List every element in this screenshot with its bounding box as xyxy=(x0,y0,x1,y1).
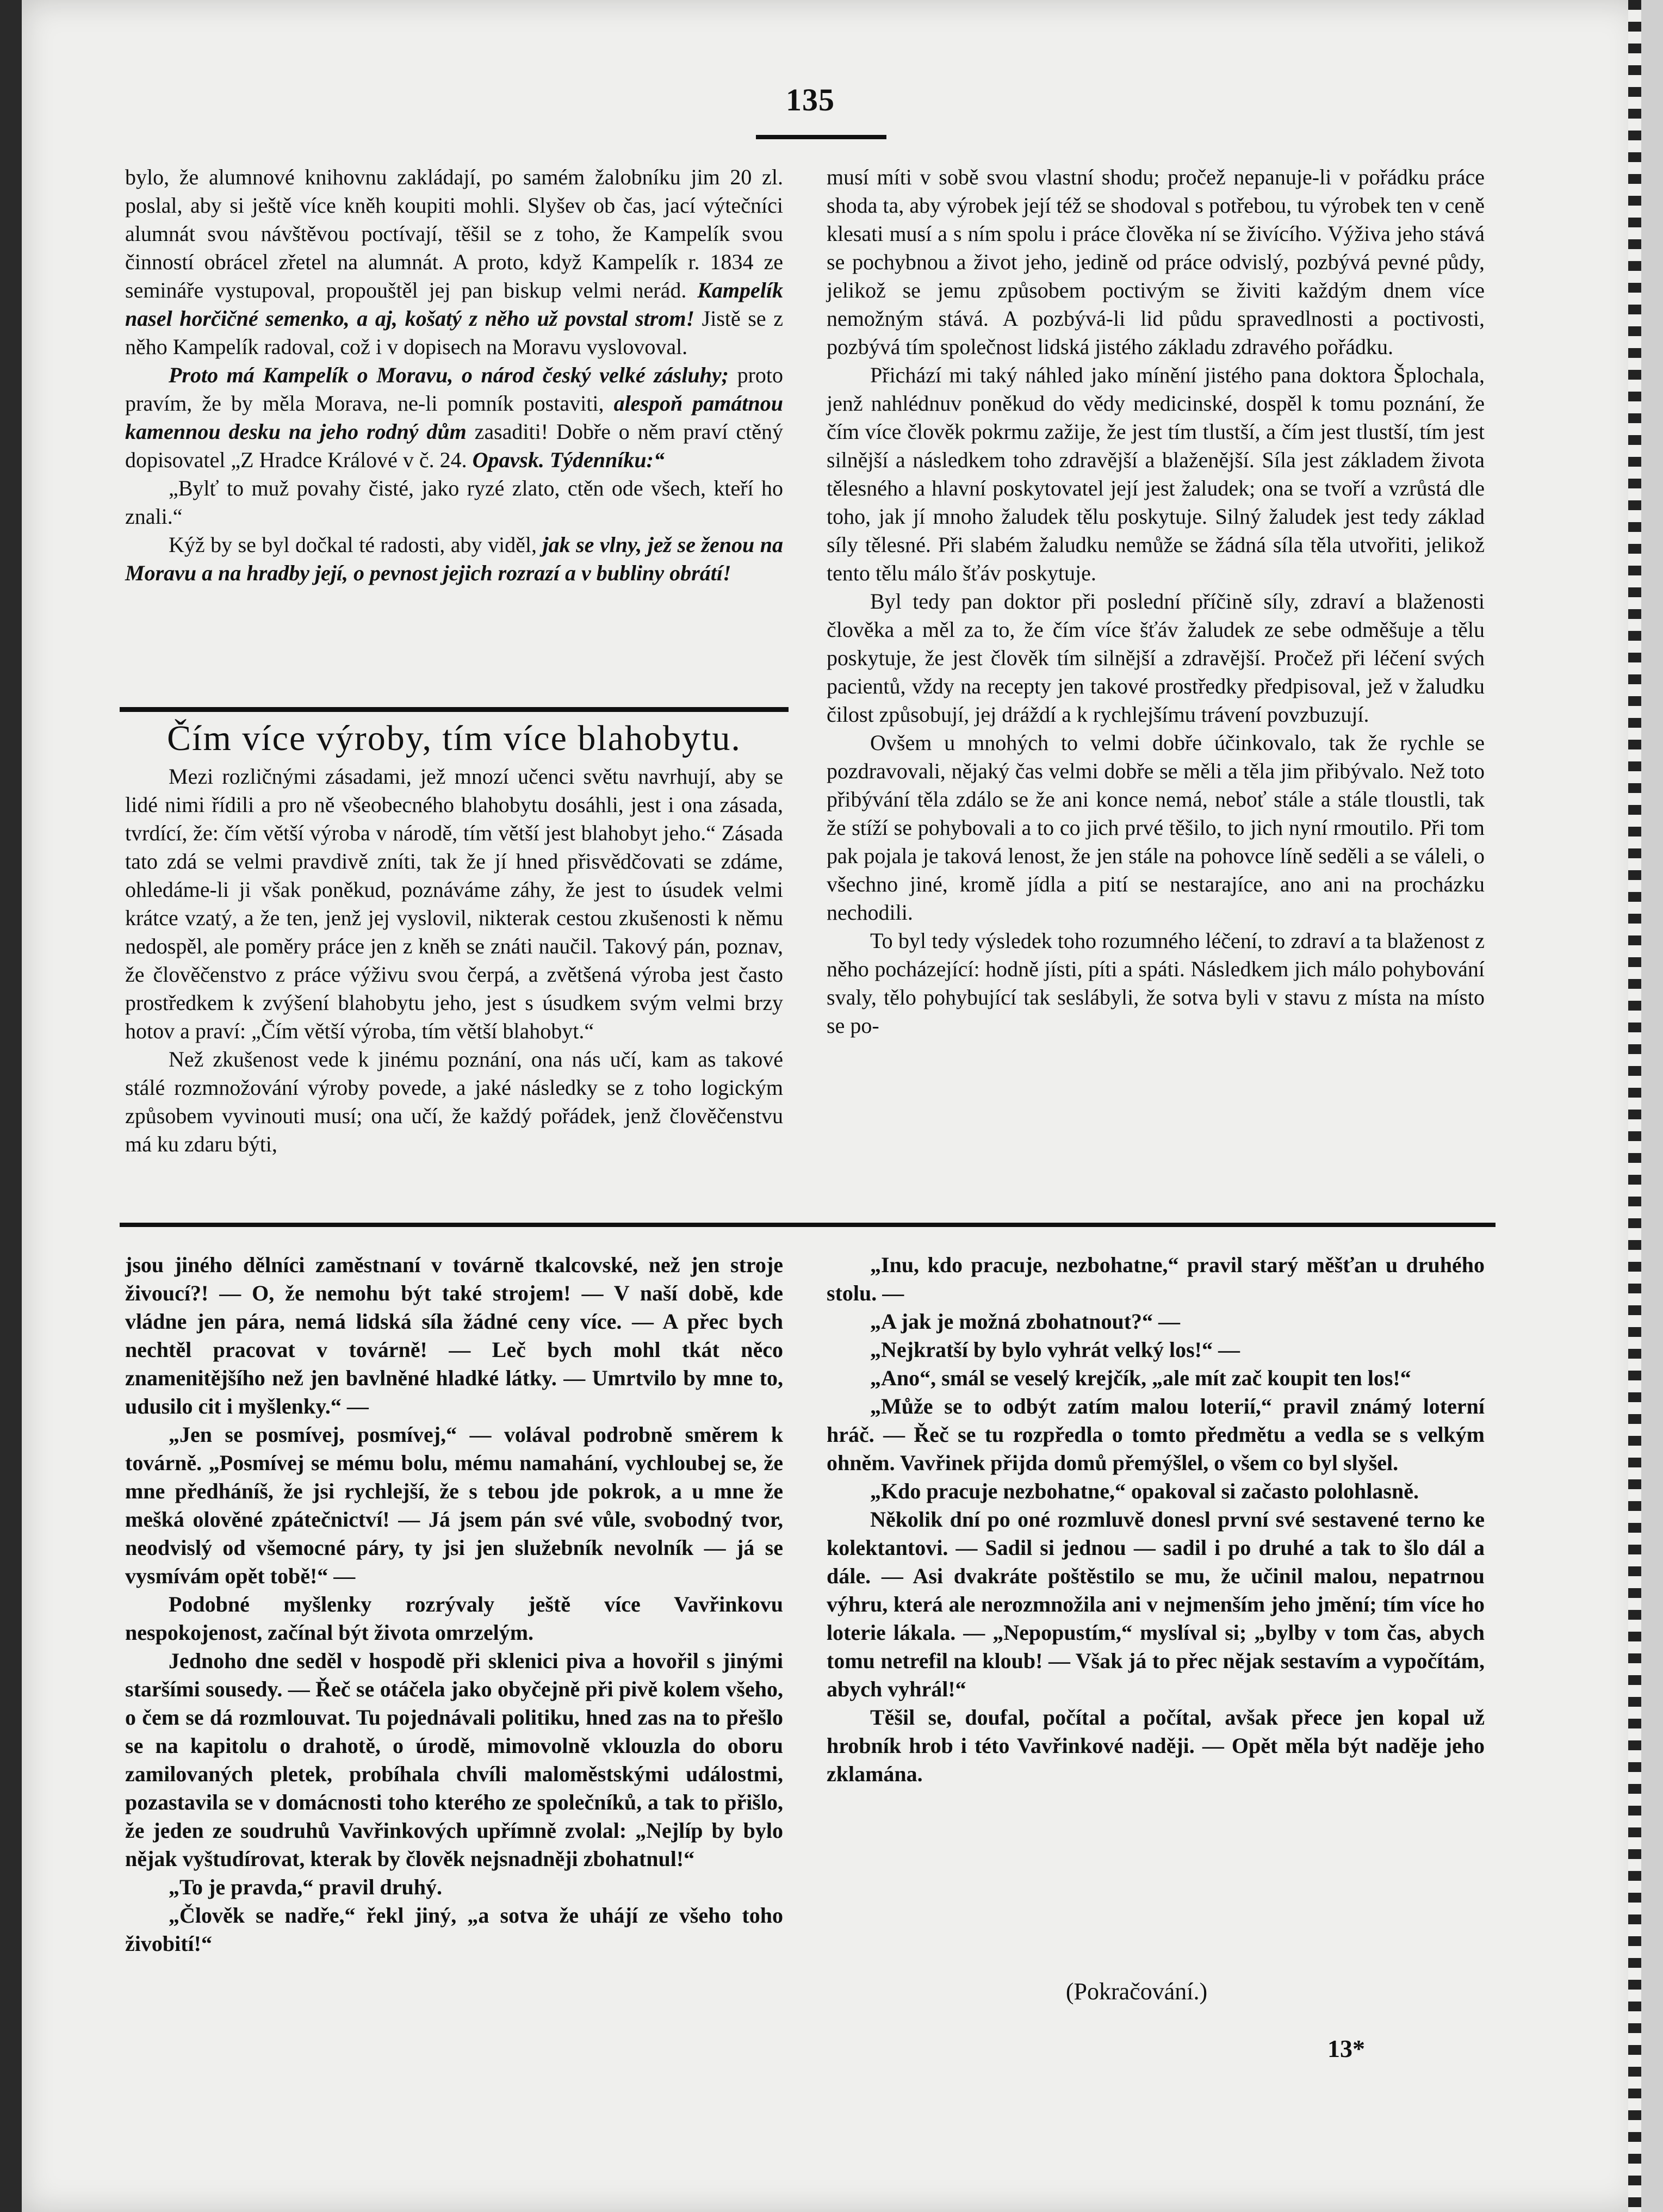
emphasis-run: alespoň památnou kamennou desku na jeho rodný dům xyxy=(125,391,783,444)
text-run: Jistě se z něho Kampelík radoval, což i v dopisech na Moravu vyslovoval. xyxy=(125,306,783,359)
text-run: zasaditi! Dobře o něm praví ctěný dopisovatel „Z Hradce Králové v č. 24. xyxy=(125,419,783,472)
paragraph: musí míti v sobě svou vlastní shodu; pročež nepanuje-li v pořádku práce shoda ta, aby výrobek její též se shodoval s potřebou, tu výrobek ten v ceně klesati musí a s ním spolu i práce člověka ní se živícího. Výživa jeho stává se pochybnou a život jeho, jedině od práce odvislý, pozbývá pevné půdy, jelikož se jemu způsobem poctivým se živiti každým dnem více nemožným stává. A pozbývá-li lid půdu spravedlnosti a poctivosti, pozbývá tím společnost lidská jistého základu zdravého pořádku. xyxy=(827,165,1485,359)
emphasis-run: Kampelík nasel horčičné semenko, a aj, košatý z něho už povstal strom! xyxy=(125,278,784,331)
emphasis-run: Proto má Kampelík o Moravu, o národ český velké zásluhy; xyxy=(169,363,729,387)
paragraph xyxy=(125,531,783,587)
paragraph: To byl tedy výsledek toho rozumného léčení, to zdraví a ta blaženost z něho pocházející: hodně jísti, píti a spáti. Následkem jich málo pohybování svaly, tělo pohybující tak seslábyli, že sotva byli v stavu z místa na místo se po- xyxy=(827,928,1485,1038)
article-separator-rule xyxy=(120,707,789,712)
upper-left-column xyxy=(125,163,783,587)
paragraph: „Bylť to muž povahy čisté, jako ryzé zlato, ctěn ode všech, kteří ho znali.“ xyxy=(125,476,783,529)
paragraph: Ovšem u mnohých to velmi dobře účinkovalo, tak že rychle se pozdravovali, nějaký čas velmi dobře se měli a těla jim přibývalo. Než toto přibývání těla zdálo se že ani konce nemá, neboť stále a stále tloustli, tak že stíží se pohybovali a to co jich prvé těšilo, to jich nyní rmoutilo. Při tom pak pojala je taková lenost, že jen stále na pohovce líně seděli a se váleli, o všechno jiné, kromě jídla a pití se nestarajíce, ano ani na procházku nechodili. xyxy=(827,730,1485,925)
paragraph: „Inu, kdo pracuje, nezbohatne,“ pravil starý měšťan u druhého stolu. — xyxy=(827,1253,1485,1305)
upper-right-column xyxy=(827,163,1485,1040)
paragraph: „Člověk se nadře,“ řekl jiný, „a sotva že uhájí ze všeho toho živobití!“ xyxy=(125,1903,783,1956)
edge-marks xyxy=(1628,0,1641,2212)
lower-right-column xyxy=(827,1251,1485,1788)
text-run: bylo, že alumnové knihovnu zakládají, po samém žalobníku jim 20 zl. poslal, aby si ještě více kněh koupiti mohli. Slyšev ob čas, jací výtečníci alumnát svou návštěvou poctívají, těšil se z toho, že Kampelík svou činností obrácel zřetel na alumnát. A proto, když Kampelík r. 1834 ze semináře vystupoval, propouštěl jej pan biskup velmi nerád. xyxy=(125,165,783,302)
section-separator-rule xyxy=(120,1223,1496,1227)
article-body-left xyxy=(125,763,783,1158)
paragraph: „Nejkratší by bylo vyhrát velký los!“ — xyxy=(870,1337,1240,1362)
paragraph: Podobné myšlenky rozrývaly ještě více Vavřinkovu nespokojenost, začínal být života omrzelým. xyxy=(125,1592,783,1645)
paragraph: jsou jiného dělníci zaměstnaní v továrně tkalcovské, než jen stroje živoucí?! — O, že nemohu být také strojem! — V naší době, kde vládne jen pára, nemá lidská síla žádné ceny více. — A přec bych nechtěl pracovat v továrně! — Leč bych mohl tkát něco znamenitějšího než jen bavlněné hladké látky. — Umrtvilo by mne to, udusilo cit i myšlenky.“ — xyxy=(125,1253,783,1418)
text-run: proto pravím, že by měla Morava, ne-li pomník postaviti, xyxy=(125,363,783,416)
paragraph: „Ano“, smál se veselý krejčík, „ale mít zač koupit ten los!“ xyxy=(870,1366,1411,1390)
continued-note: (Pokračování.) xyxy=(1065,1978,1208,2005)
paragraph: „Může se to odbýt zatím malou loterií,“ pravil známý loterní hráč. — Řeč se tu rozpředla o tomto předmětu a vedla se s velkým ohněm. Vavřinek přijda domů přemýšlel, o všem co byl slyšel. xyxy=(827,1394,1485,1475)
paragraph: „Jen se posmívej, posmívej,“ — volával podrobně směrem k továrně. „Posmívej se mému bolu, mému namahání, vychloubej se, že mne předháníš, že jsi rychlejší, že s tebou jde pokrok, a u mne že mešká olověné zpátečnictví! — Já jsem pán své vůle, svobodný tvor, neodvislý od všemocné páry, ty jsi jen služebník nevolník — já se vysmívám opět tobě!“ — xyxy=(125,1422,783,1588)
lower-left-column xyxy=(125,1251,783,1958)
emphasis-run: Opavsk. Týdenníku:“ xyxy=(472,448,665,472)
page-number: 135 xyxy=(786,82,835,117)
paragraph: „A jak je možná zbohatnout?“ — xyxy=(870,1309,1181,1334)
paragraph: Mezi rozličnými zásadami, jež mnozí učenci světu navrhují, aby se lidé nimi řídili a pro ně všeobecného blahobytu dosáhli, jest i ona zásada, tvrdící, že: čím větší výroba v národě, tím větší jest blahobyt jeho.“ Zásada tato zdá se velmi pravdivě zníti, tak že jí hned přisvědčovati se zdáme, ohledáme-li ji však poněkud, poznáváme záhy, že jest to úsudek velmi krátce vzatý, a že ten, jenž jej vyslovil, nikterak cestou zkušenosti k němu nedospěl, ale poměry práce jen z kněh se znáti naučil. Takový pán, poznav, že člověčenstvo z práce výživu svou čerpá, a zvětšená výroba jest často prostředkem k zvýšení blahobytu jeho, jest s úsudkem svým velmi brzy hotov a praví: „Čím větší výroba, tím větší blahobyt.“ xyxy=(125,764,783,1043)
emphasis-run: jak se vlny, jež se ženou na Moravu a na hradby její, o pevnost jejich rozrazí a v bubliny obrátí! xyxy=(125,532,783,585)
paragraph: Přichází mi taký náhled jako mínění jistého pana doktora Šplochala, jenž nahlédnuv poněkud do vědy medicinské, dospěl k tomu poznání, že čím více člověk pokrmu zažije, že jest tím tlustší, a čím jest tlustší, tím jest silnější a následkem toho zdravější a blaženější. Síla jest základem života tělesného a hlavní poskytovatel její jest žaludek; ona se tvoří a vzrůstá dle toho, jak jí mnoho žaludek tělu poskytuje. Silný žaludek jest tedy základ síly tělesné. Při slabém žaludku nemůže se žádná síla těla utvořiti, jelikož tento tělu málo šťáv poskytuje. xyxy=(827,363,1485,585)
paragraph: Několik dní po oné rozmluvě donesl první své sestavené terno ke kolektantovi. — Sadil si jednou — sadil i po druhé a tak to šlo dál a dále. — Asi dvakráte poštěstilo se mu, že učinil malou, nepatrnou výhru, která ale nerozmnožila ani v nejmenším jeho jmění; tím více ho loterie lákala. — „Nepopustím,“ myslíval si; „bylby v tom čas, abych tomu netrefil na kloub! — Však já to přec nějak sestavím a vypočítám, abych vyhrál!“ xyxy=(827,1507,1485,1701)
printer-signature-mark: 13* xyxy=(1327,2035,1365,2062)
paragraph: „To je pravda,“ pravil druhý. xyxy=(169,1875,443,1899)
text-run: Kýž by se byl dočkal té radosti, aby viděl, xyxy=(169,532,537,557)
paragraph: Byl tedy pan doktor při poslední příčině síly, zdraví a blaženosti člověka a měl za to, že čím více šťáv žaludek ze sebe odměšuje a tělu poskytuje, že jest člověk tím silnější a zdravější. Pročež při léčení svých pacientů, vždy na recepty jen takové prostředky předpisoval, jež v žaludku čilost způsobují, jej dráždí a k rychlejšímu trávení povzbuzují. xyxy=(827,589,1485,727)
paragraph xyxy=(125,163,783,361)
paragraph xyxy=(125,361,783,474)
paragraph: Než zkušenost vede k jinému poznání, ona nás učí, kam as takové stálé rozmnožování výroby povede, a jaké následky se z toho logickým způsobem vyvinouti musí; ona učí, že každý pořádek, jenž člověčenstvu má ku zdaru býti, xyxy=(125,1047,783,1156)
page-number-rule xyxy=(756,135,886,139)
paragraph: Těšil se, doufal, počítal a počítal, avšak přece jen kopal už hrobník hrob i této Vavřinkové naději. — Opět měla být naděje jeho zklamána. xyxy=(827,1705,1485,1786)
article-title: Čím více výroby, tím více blahobytu. xyxy=(167,718,741,758)
binding-edge xyxy=(0,0,22,2212)
paragraph: „Kdo pracuje nezbohatne,“ opakoval si začasto polohlasně. xyxy=(870,1479,1419,1503)
paragraph: Jednoho dne seděl v hospodě při sklenici piva a hovořil s jinými staršími sousedy. — Řeč se otáčela jako obyčejně při pivě kolem všeho, o čem se dá rozmlouvat. Tu pojednávali politiku, hned zas na to přešlo se na kapitolu o drahotě, o úrodě, mimovolně vklouzla do oboru zamilovaných pletek, probíhala chvíli maloměstskými událostmi, pozastavila se v domácnosti toho kterého ze společníků, a tak to přišlo, že jeden ze soudruhů Vavřinkových upřímně zvolal: „Nejlíp by bylo nějak vyštudírovat, kterak by člověk nejsnadněji zbohatnul!“ xyxy=(125,1649,783,1871)
